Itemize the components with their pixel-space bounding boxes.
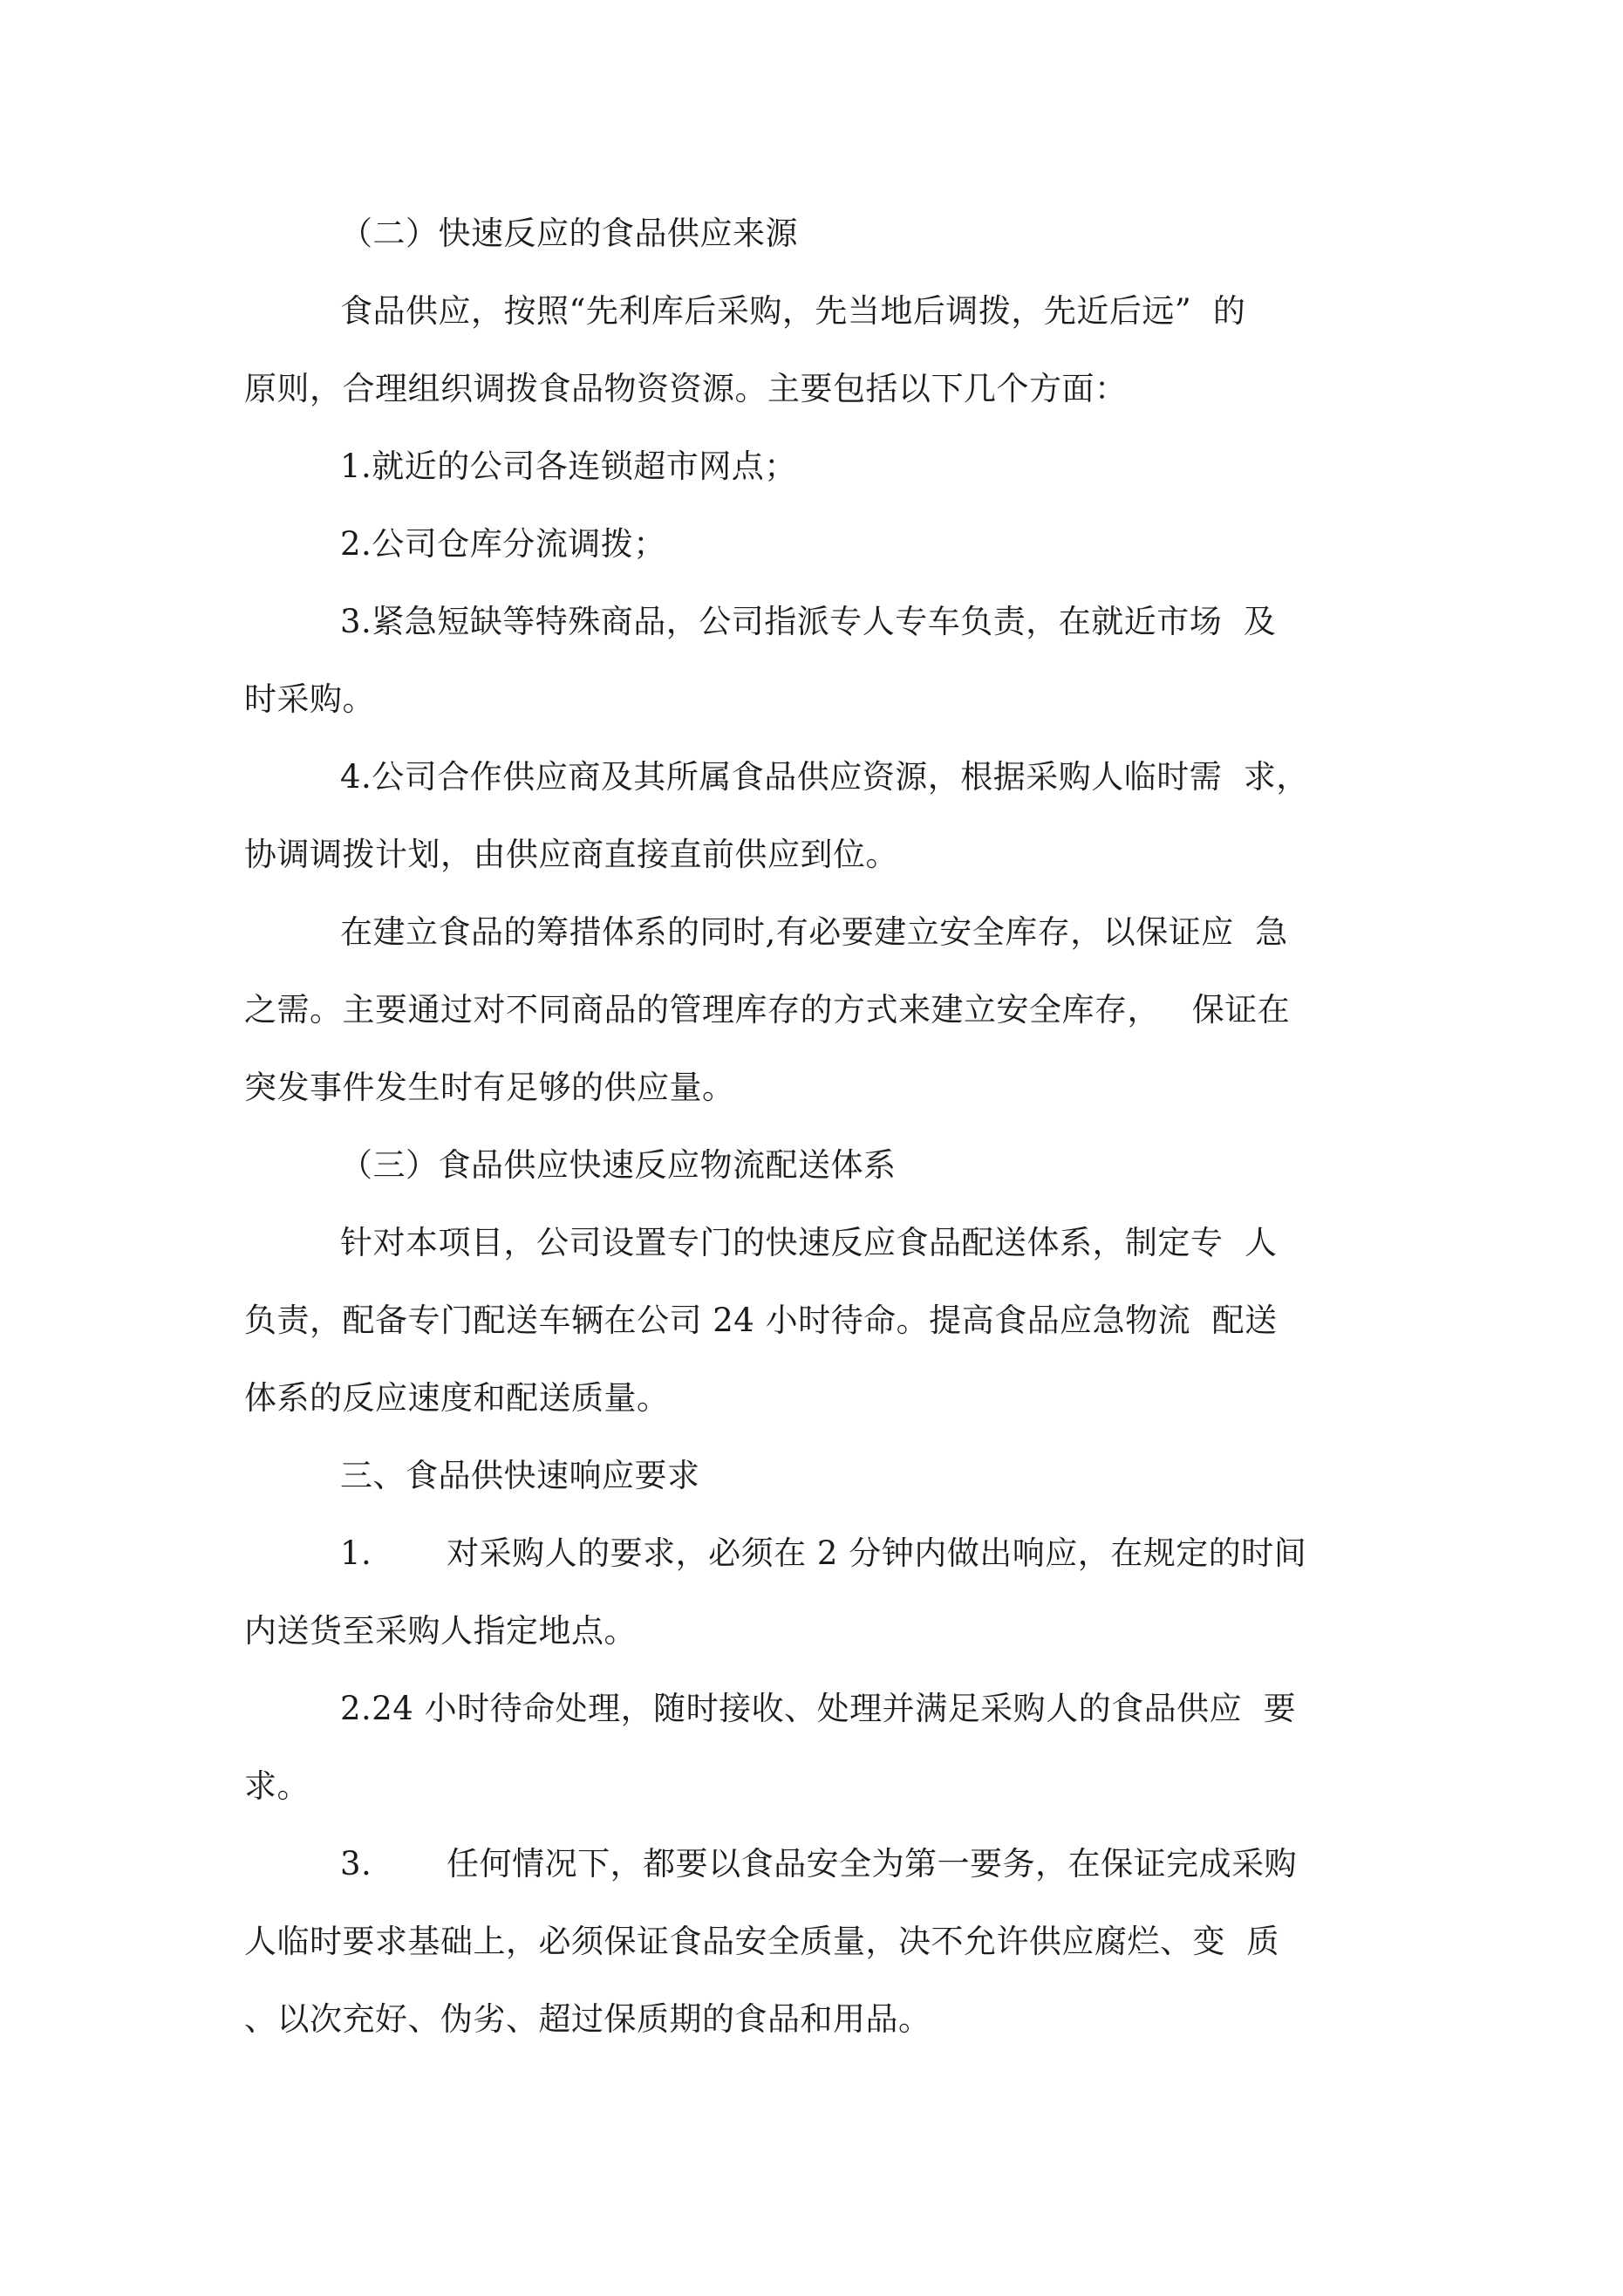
paragraph-line: 突发事件发生时有足够的供应量。 xyxy=(244,1069,735,1106)
paragraph-line: 原则，合理组织调拨食品物资资源。主要包括以下几个方面： xyxy=(244,370,1128,407)
paragraph-line: 人临时要求基础上，必须保证食品安全质量，决不允许供应腐烂、变 质 xyxy=(244,1923,1280,1960)
paragraph-line: 负责，配备专门配送车辆在公司 24 小时待命。提高食品应急物流 配送 xyxy=(244,1302,1278,1339)
paragraph-line: 针对本项目，公司设置专门的快速反应食品配送体系，制定专 人 xyxy=(340,1224,1278,1261)
list-item-3: 3. 任何情况下，都要以食品安全为第一要务，在保证完成采购 xyxy=(340,1845,1298,1883)
paragraph-line: 食品供应，按照“先利库后采购，先当地后调拨，先近后远” 的 xyxy=(340,292,1246,330)
list-item-2: 2.公司仓库分流调拨； xyxy=(340,525,666,563)
section-heading-three: 三、食品供快速响应要求 xyxy=(340,1457,700,1494)
section-heading-2: （二）快速反应的食品供应来源 xyxy=(340,215,798,252)
list-item-1: 1.就近的公司各连锁超市网点； xyxy=(340,448,797,485)
list-item-4: 4.公司合作供应商及其所属食品供应资源，根据采购人临时需 求， xyxy=(340,758,1309,796)
list-item-3: 3.紧急短缺等特殊商品，公司指派专人专车负责，在就近市场 及 xyxy=(340,603,1277,640)
paragraph-line: 求。 xyxy=(244,1767,310,1805)
paragraph-line: 时采购。 xyxy=(244,680,375,718)
paragraph-line: 协调调拨计划，由供应商直接直前供应到位。 xyxy=(244,836,898,873)
paragraph-line: 内送货至采购人指定地点。 xyxy=(244,1612,637,1650)
section-heading-3: （三）食品供应快速反应物流配送体系 xyxy=(340,1146,897,1184)
paragraph-line: 、以次充好、伪劣、超过保质期的食品和用品。 xyxy=(244,2000,931,2038)
paragraph-line: 之需。主要通过对不同商品的管理库存的方式来建立安全库存， 保证在 xyxy=(244,991,1291,1028)
list-item-1: 1. 对采购人的要求，必须在 2 分钟内做出响应，在规定的时间 xyxy=(340,1534,1307,1572)
paragraph-line: 在建立食品的筹措体系的同时,有必要建立安全库存，以保证应 急 xyxy=(340,913,1288,951)
paragraph-line: 体系的反应速度和配送质量。 xyxy=(244,1379,670,1417)
list-item-2: 2.24 小时待命处理，随时接收、处理并满足采购人的食品供应 要 xyxy=(340,1690,1297,1727)
